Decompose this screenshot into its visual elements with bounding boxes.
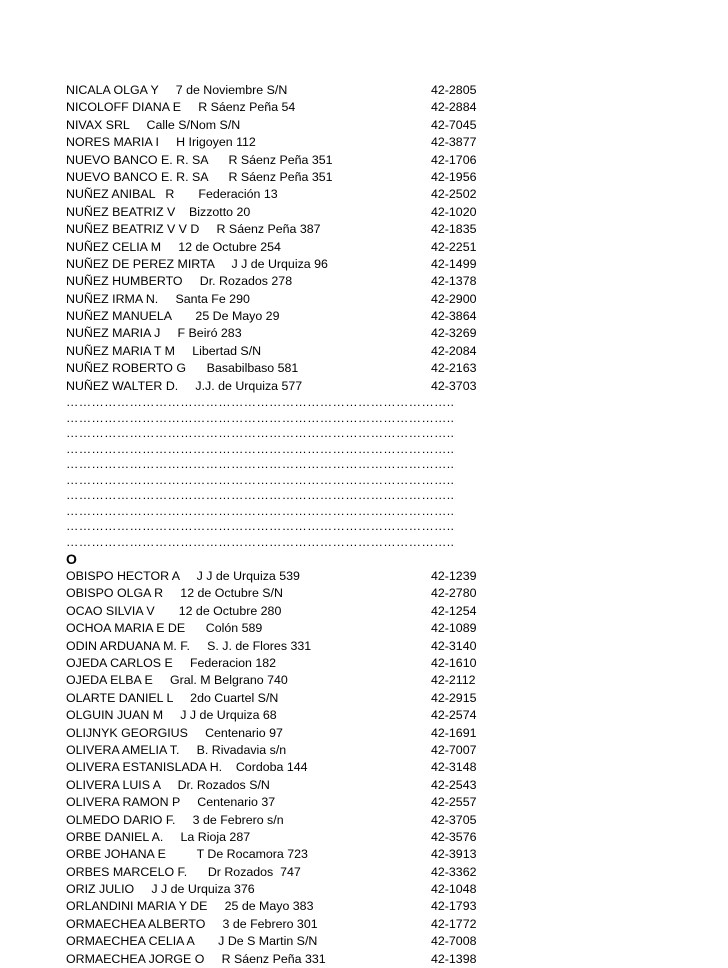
listing-entry: OLIVERA AMELIA T. B. Rivadavia s/n <box>66 742 287 757</box>
listing-row <box>66 186 486 203</box>
listing-entry: OLMEDO DARIO F. 3 de Febrero s/n <box>66 812 284 827</box>
listing-entry: NUÑEZ ROBERTO G Basabilbaso 581 <box>66 361 299 376</box>
listing-entry: ODIN ARDUANA M. F. S. J. de Flores 331 <box>66 638 312 653</box>
listing-entry: ORLANDINI MARIA Y DE 25 de Mayo 383 <box>66 899 314 914</box>
listing-row <box>66 794 486 811</box>
dot-leader-line: ……………………………………………………………………………….. <box>66 395 455 410</box>
listing-entry: OBISPO HECTOR A J J de Urquiza 539 <box>66 569 300 584</box>
listing-phone: 42-1793 <box>431 899 477 914</box>
listing-entry: ORBE DANIEL A. La Rioja 287 <box>66 829 251 844</box>
listing-phone: 42-1610 <box>431 655 477 670</box>
listing-row <box>66 812 486 829</box>
listing-row <box>66 360 486 377</box>
listing-row <box>66 742 486 759</box>
listing-row <box>66 690 486 707</box>
listing-row <box>66 82 486 99</box>
listing-entry: ORMAECHEA JORGE O R Sáenz Peña 331 <box>66 951 326 966</box>
listing-entry: NICALA OLGA Y 7 de Noviembre S/N <box>66 83 288 97</box>
listing-row <box>66 256 486 273</box>
listing-phone: 42-2112 <box>431 673 476 688</box>
listing-row <box>66 343 486 360</box>
dot-leader-line: ……………………………………………………………………………….. <box>66 426 455 441</box>
listing-phone: 42-3576 <box>431 829 477 844</box>
listing-entry: NUÑEZ MARIA T M Libertad S/N <box>66 343 262 358</box>
listing-entry: OCAO SILVIA V 12 de Octubre 280 <box>66 603 282 618</box>
listing-phone: 42-1254 <box>431 603 477 618</box>
dot-leader-block <box>66 395 486 550</box>
listing-row <box>66 378 486 395</box>
listing-row <box>66 672 486 689</box>
listing-row <box>66 916 486 933</box>
dot-leader-line: ……………………………………………………………………………….. <box>66 519 455 534</box>
listing-phone: 42-3362 <box>431 864 477 879</box>
listing-phone: 42-2251 <box>431 239 477 254</box>
listing-row <box>66 620 486 637</box>
listing-entry: NUÑEZ WALTER D. J.J. de Urquiza 577 <box>66 378 303 393</box>
listing-entry: OLGUIN JUAN M J J de Urquiza 68 <box>66 708 277 723</box>
listing-row <box>66 933 486 950</box>
listing-entry: NUÑEZ HUMBERTO Dr. Rozados 278 <box>66 274 293 289</box>
listing-row <box>66 725 486 742</box>
listing-entry: OBISPO OLGA R 12 de Octubre S/N <box>66 586 283 601</box>
listing-row <box>66 707 486 724</box>
listing-row <box>66 568 486 585</box>
listing-row <box>66 777 486 794</box>
listing-phone: 42-3864 <box>431 309 477 324</box>
listing-row <box>66 169 486 186</box>
listing-entry: ORIZ JULIO J J de Urquiza 376 <box>66 882 255 897</box>
listing-row <box>66 152 486 169</box>
listing-entry: OJEDA CARLOS E Federacion 182 <box>66 655 277 670</box>
listing-phone: 42-2084 <box>431 343 477 358</box>
dot-leader-line: ……………………………………………………………………………….. <box>66 534 455 549</box>
listing-entry: OCHOA MARIA E DE Colón 589 <box>66 621 263 636</box>
listing-row <box>66 325 486 342</box>
listing-entry: NUÑEZ MARIA J F Beiró 283 <box>66 326 242 341</box>
listing-phone: 42-2915 <box>431 690 477 705</box>
listing-phone: 42-1048 <box>431 882 477 897</box>
listing-phone: 42-3148 <box>431 760 477 775</box>
listing-phone: 42-3269 <box>431 326 477 341</box>
listing-entry: NUÑEZ DE PEREZ MIRTA J J de Urquiza 96 <box>66 256 328 271</box>
listing-entry: NUÑEZ BEATRIZ V Bizzotto 20 <box>66 204 251 219</box>
listing-entry: NUÑEZ ANIBAL R Federación 13 <box>66 187 278 202</box>
listing-phone: 42-7045 <box>431 117 477 132</box>
listing-entry: NUÑEZ CELIA M 12 de Octubre 254 <box>66 239 281 254</box>
listing-phone: 42-3913 <box>431 847 477 862</box>
listing-row <box>66 204 486 221</box>
listing-phone: 42-2163 <box>431 361 477 376</box>
listing-phone: 42-1772 <box>431 916 477 931</box>
listing-row <box>66 655 486 672</box>
section-o <box>66 550 486 968</box>
listing-phone: 42-1835 <box>431 222 477 237</box>
listing-row <box>66 603 486 620</box>
listing-row <box>66 134 486 151</box>
section-letter-heading: O <box>66 551 77 568</box>
listing-phone: 42-1378 <box>431 274 477 289</box>
listing-phone: 42-1020 <box>431 204 477 219</box>
listing-phone: 42-7008 <box>431 934 477 949</box>
listing-row <box>66 273 486 290</box>
listing-row <box>66 898 486 915</box>
dot-leader-line: ……………………………………………………………………………….. <box>66 503 455 518</box>
listing-row <box>66 221 486 238</box>
listing-phone: 42-1239 <box>431 569 477 584</box>
listing-row <box>66 638 486 655</box>
listing-phone: 42-2884 <box>431 100 477 115</box>
listing-phone: 42-1398 <box>431 951 477 966</box>
listing-entry: ORBES MARCELO F. Dr Rozados 747 <box>66 864 301 879</box>
listing-phone: 42-2900 <box>431 291 477 306</box>
listing-entry: OLIVERA RAMON P Centenario 37 <box>66 795 276 810</box>
listing-phone: 42-2502 <box>431 187 477 202</box>
listing-entry: OLARTE DANIEL L 2do Cuartel S/N <box>66 690 279 705</box>
listing-row <box>66 99 486 116</box>
listing-phone: 42-2543 <box>431 777 477 792</box>
listing-phone: 42-2557 <box>431 795 477 810</box>
listing-row <box>66 846 486 863</box>
listing-entry: NUEVO BANCO E. R. SA R Sáenz Peña 351 <box>66 169 333 184</box>
listing-entry: OLIVERA LUIS A Dr. Rozados S/N <box>66 777 270 792</box>
listing-entry: OLIVERA ESTANISLADA H. Cordoba 144 <box>66 760 308 775</box>
dot-leader-line: ……………………………………………………………………………….. <box>66 457 455 472</box>
listing-row <box>66 291 486 308</box>
listing-entry: OJEDA ELBA E Gral. M Belgrano 740 <box>66 673 288 688</box>
listing-row <box>66 759 486 776</box>
listing-entry: NICOLOFF DIANA E R Sáenz Peña 54 <box>66 100 296 115</box>
listing-phone: 42-1499 <box>431 256 477 271</box>
listing-phone: 42-2805 <box>431 83 477 97</box>
listing-phone: 42-3140 <box>431 638 477 653</box>
listing-entry: ORBE JOHANA E T De Rocamora 723 <box>66 847 308 862</box>
listing-phone: 42-1089 <box>431 621 477 636</box>
listing-entry: NIVAX SRL Calle S/Nom S/N <box>66 117 241 132</box>
listing-entry: ORMAECHEA CELIA A J De S Martin S/N <box>66 934 318 949</box>
listing-entry: ORMAECHEA ALBERTO 3 de Febrero 301 <box>66 916 318 931</box>
listing-row <box>66 239 486 256</box>
listing-row <box>66 881 486 898</box>
dot-leader-line: ……………………………………………………………………………….. <box>66 488 455 503</box>
listing-row <box>66 308 486 325</box>
listing-entry: NUÑEZ BEATRIZ V V D R Sáenz Peña 387 <box>66 222 321 237</box>
listing-entry: OLIJNYK GEORGIUS Centenario 97 <box>66 725 283 740</box>
listing-entry: NUEVO BANCO E. R. SA R Sáenz Peña 351 <box>66 152 333 167</box>
listing-phone: 42-1706 <box>431 152 477 167</box>
section-n <box>66 82 486 395</box>
listing-phone: 42-3877 <box>431 135 477 150</box>
listing-entry: NUÑEZ IRMA N. Santa Fe 290 <box>66 291 250 306</box>
listing-row <box>66 585 486 602</box>
listing-row <box>66 829 486 846</box>
listing-row <box>66 117 486 134</box>
dot-leader-line: ……………………………………………………………………………….. <box>66 441 455 456</box>
listing-phone: 42-3703 <box>431 378 477 393</box>
listing-phone: 42-2574 <box>431 708 477 723</box>
phone-listing <box>66 82 486 968</box>
listing-entry: NUÑEZ MANUELA 25 De Mayo 29 <box>66 309 280 324</box>
dot-leader-line: ……………………………………………………………………………….. <box>66 472 455 487</box>
listing-phone: 42-7007 <box>431 742 477 757</box>
listing-entry: NORES MARIA I H Irigoyen 112 <box>66 135 256 150</box>
listing-phone: 42-1691 <box>431 725 477 740</box>
listing-row <box>66 951 486 968</box>
listing-phone: 42-1956 <box>431 169 477 184</box>
listing-phone: 42-3705 <box>431 812 477 827</box>
listing-phone: 42-2780 <box>431 586 477 601</box>
dot-leader-line: ……………………………………………………………………………….. <box>66 410 455 425</box>
listing-row <box>66 864 486 881</box>
